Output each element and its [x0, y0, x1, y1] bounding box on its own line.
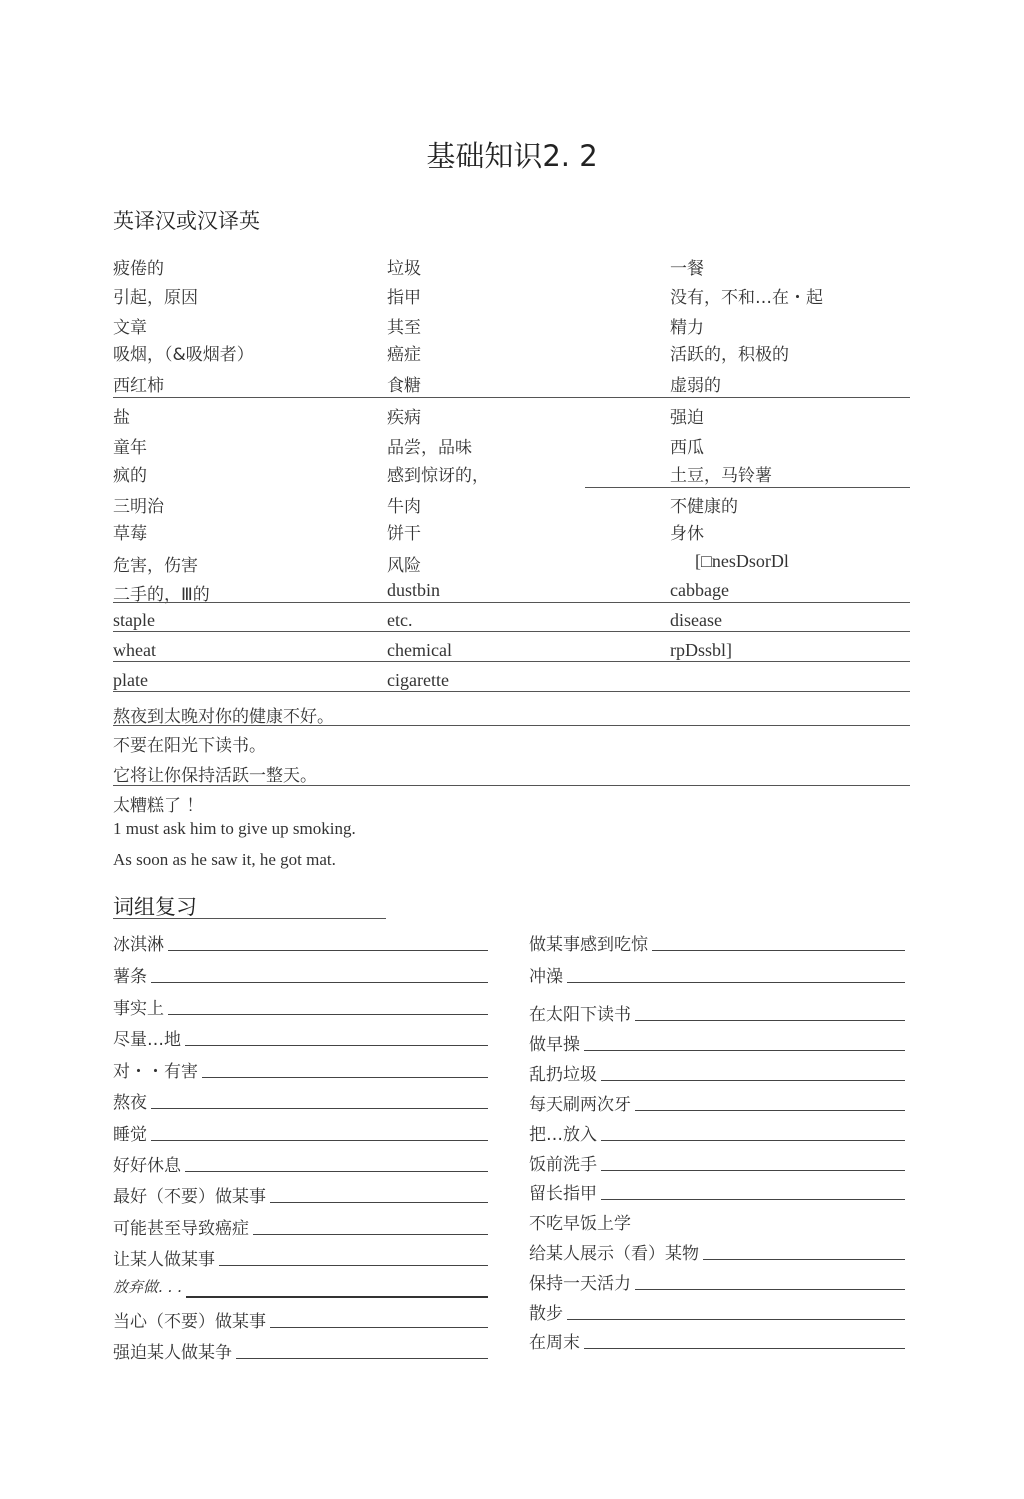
sentence: 它将让你保持活跃一整天。 [113, 766, 317, 786]
answer-blank[interactable] [601, 1140, 905, 1141]
phrase-label: 当心（不要）做某事 [113, 1312, 266, 1332]
vocab-cell: 童年 [113, 438, 147, 458]
answer-blank[interactable] [253, 1234, 488, 1235]
sentence: 1 must ask him to give up smoking. [113, 819, 356, 838]
phrase-label: 对・・有害 [113, 1062, 198, 1082]
vocab-cell: 不健康的 [670, 497, 738, 517]
phrase-label: 在周末 [529, 1333, 580, 1353]
vocab-cell: 食糖 [387, 376, 421, 396]
vocab-cell: 引起，原因 [113, 288, 198, 308]
vocab-cell: 虚弱的 [670, 376, 721, 396]
vocab-cell: 吸烟，（&吸烟者） [113, 345, 254, 365]
vocab-cell: 危害，伤害 [113, 556, 198, 576]
vocab-cell: 精力 [670, 318, 704, 338]
grid-rule [113, 602, 910, 603]
answer-blank[interactable] [168, 1014, 488, 1015]
vocab-cell: 土豆，马铃薯 [670, 466, 772, 486]
vocab-cell: 感到惊讶的， [387, 466, 489, 486]
vocab-cell: 西红柿 [113, 376, 164, 396]
phrase-label: 做早操 [529, 1035, 580, 1055]
vocab-cell: 其至 [387, 318, 421, 338]
phrase-label: 保持一天活力 [529, 1274, 631, 1294]
phrase-label: 尽量…地 [113, 1030, 181, 1050]
vocab-cell: cigarette [387, 670, 449, 690]
phrase-label: 在太阳下读书 [529, 1005, 631, 1025]
phrase-label: 冲澡 [529, 967, 563, 987]
vocab-cell: 文章 [113, 318, 147, 338]
answer-blank[interactable] [635, 1110, 905, 1111]
answer-blank[interactable] [601, 1170, 905, 1171]
vocab-cell: 疾病 [387, 408, 421, 428]
section-heading-translation: 英译汉或汉译英 [113, 209, 260, 233]
answer-blank[interactable] [185, 1045, 488, 1046]
answer-blank[interactable] [151, 1108, 488, 1109]
phrase-label: 事实上 [113, 999, 164, 1019]
phrase-label: 不吃早饭上学 [529, 1214, 631, 1234]
answer-blank[interactable] [635, 1020, 905, 1021]
sentence: 太糟糕了 ！ [113, 796, 204, 816]
answer-blank[interactable] [703, 1259, 905, 1260]
phrase-label: 每天刷两次牙 [529, 1095, 631, 1115]
answer-blank[interactable] [186, 1296, 488, 1298]
vocab-cell: 西瓜 [670, 438, 704, 458]
grid-rule [585, 487, 910, 488]
vocab-cell: 癌症 [387, 345, 421, 365]
vocab-cell: 牛肉 [387, 497, 421, 517]
phrase-label: 饭前洗手 [529, 1155, 597, 1175]
vocab-cell: 没有，不和…在・起 [670, 288, 823, 308]
answer-blank[interactable] [202, 1077, 488, 1078]
vocab-cell: 指甲 [387, 288, 421, 308]
phrase-label: 散步 [529, 1304, 563, 1324]
phrase-label: 好好休息 [113, 1156, 181, 1176]
vocab-cell: etc. [387, 610, 413, 630]
section-heading-phrases: 词组复习 [113, 895, 197, 919]
answer-blank[interactable] [567, 982, 905, 983]
vocab-cell: 三明治 [113, 497, 164, 517]
phrase-label: 最好（不要）做某事 [113, 1187, 266, 1207]
vocab-cell: 强迫 [670, 408, 704, 428]
phrase-label: 让某人做某事 [113, 1250, 215, 1270]
vocab-cell: 疲倦的 [113, 259, 164, 279]
vocab-cell: wheat [113, 640, 156, 660]
vocab-cell: 盐 [113, 408, 130, 428]
vocab-cell: plate [113, 670, 148, 690]
vocab-cell: 疯的 [113, 466, 147, 486]
answer-blank[interactable] [567, 1319, 905, 1320]
phrase-label: 放弃做. . . [113, 1278, 182, 1296]
answer-blank[interactable] [219, 1265, 488, 1266]
phrase-label: 可能甚至导致癌症 [113, 1219, 249, 1239]
vocab-cell: 风险 [387, 556, 421, 576]
answer-blank[interactable] [185, 1171, 488, 1172]
phrase-label: 把…放入 [529, 1125, 597, 1145]
answer-blank[interactable] [635, 1289, 905, 1290]
answer-blank[interactable] [151, 982, 488, 983]
vocab-cell: 活跃的，积极的 [670, 345, 789, 365]
vocab-cell: disease [670, 610, 722, 630]
vocab-cell: 二手的，Ⅲ的 [113, 585, 210, 605]
vocab-cell: 垃圾 [387, 259, 421, 279]
answer-blank[interactable] [601, 1080, 905, 1081]
phrase-label: 薯条 [113, 967, 147, 987]
vocab-cell: 身休 [670, 524, 704, 544]
phrase-label: 给某人展示（看）某物 [529, 1244, 699, 1264]
phrase-label: 冰淇淋 [113, 935, 164, 955]
phrase-label: 睡觉 [113, 1125, 147, 1145]
sentence: As soon as he saw it, he got mat. [113, 850, 336, 869]
grid-rule [113, 397, 910, 398]
answer-blank[interactable] [652, 950, 905, 951]
phrase-label: 乱扔垃圾 [529, 1065, 597, 1085]
heading-underline [113, 918, 386, 919]
page-title: 基础知识2. 2 [426, 139, 598, 173]
phrase-label: 强迫某人做某争 [113, 1343, 232, 1363]
grid-rule [113, 631, 910, 632]
answer-blank[interactable] [584, 1050, 905, 1051]
vocab-cell: 饼干 [387, 524, 421, 544]
phrase-label: 留长指甲 [529, 1184, 597, 1204]
phrase-label: 做某事感到吃惊 [529, 935, 648, 955]
sentence: 不要在阳光下读书。 [113, 736, 266, 756]
vocab-cell: 品尝，品味 [387, 438, 472, 458]
vocab-cell: chemical [387, 640, 452, 660]
sentence: 熬夜到太晚对你的健康不好。 [113, 707, 334, 727]
answer-blank[interactable] [236, 1358, 488, 1359]
vocab-cell: dustbin [387, 580, 441, 600]
vocab-cell: staple [113, 610, 155, 630]
grid-rule [113, 661, 910, 662]
answer-blank[interactable] [168, 950, 488, 951]
vocab-cell: rpDssbl] [670, 640, 732, 660]
answer-blank[interactable] [270, 1202, 488, 1203]
vocab-cell: [□nesDsorDl [695, 551, 789, 571]
phrase-label: 熬夜 [113, 1093, 147, 1113]
vocab-cell: cabbage [670, 580, 729, 600]
grid-rule [113, 691, 910, 692]
answer-blank[interactable] [601, 1199, 905, 1200]
answer-blank[interactable] [151, 1140, 488, 1141]
vocab-cell: 草莓 [113, 524, 147, 544]
answer-blank[interactable] [270, 1327, 488, 1328]
vocab-cell: 一餐 [670, 259, 704, 279]
answer-blank[interactable] [584, 1348, 905, 1349]
